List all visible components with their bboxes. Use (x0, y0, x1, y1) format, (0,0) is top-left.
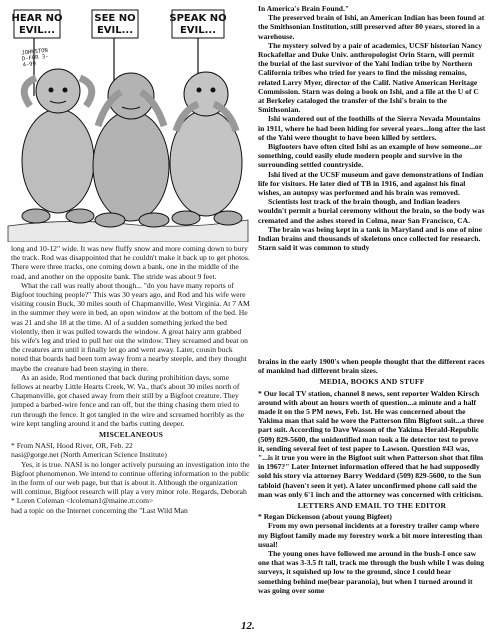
item2-head: * Loren Coleman <lcoleman1@maine.rr.com> (11, 496, 154, 506)
sign-speak (169, 10, 226, 38)
item2-body: had a topic on the Internet concerning the "Last Wild Man (11, 505, 188, 515)
right-top-p1: In America's Brain Found." (258, 4, 350, 13)
item1-head: * From NASI, Hood River, OR, Feb. 22 (11, 441, 133, 451)
right-top-p8: The brain was being kept in a tank in Maryland and is one of nine Indian brains and thousands of skeletons once collected for research. Starn said it was common to study (258, 224, 482, 253)
media-body: * Our local TV station, channel 8 news, sent reporter Walden Kirsch around with about an hours worth of question...a minute and a half made it on the 5 PM news, Feb. 1st. He was concerned about the Yakima man that said he wore the Patterson film Bigfoot suit...a three part suit. According to Dave Wasson of the Yakima Herald-Republic (509) 829-5600, the unidentified man took a lie detector test to prove it, sending several feet of test paper to Lawson. Question #43 was, "...is it true you were in the Bigfoot suit when Patterson shot that film in 1967?" Later Internet information offered that he had supposedly sold his story via attorney Barry Weddard (509) 829-5600, to the Sun tabloid (haven't seen it yet). A later unconfirmed phone call said the man was only 6'1 inch and the attorney was concerned with criticism. (258, 388, 484, 499)
page-number: 12. (241, 620, 255, 632)
right-top-p6: Ishi lived at the UCSF museum and gave demonstrations of Indian life for visitors. He later died of TB in 1916, and against his final wishes, an autopsy was performed and his brain was removed. (258, 169, 484, 198)
bigfoot-left (22, 69, 94, 223)
sign-hear (12, 10, 63, 38)
sign-hear-line2: EVIL... (18, 25, 56, 36)
left-paragraph-3: As an aside, Rod mentioned that back during prohibition days, some fellows at nearby Little Hearts Creek, W. Va., that's about 30 miles north of Chapmanville, got chased away from their still by a Bigfoot creature. They jumped a barbed-wire fence and ran off, but the thing chasing them tried to run through the fence. It got tangled in the wire and screamed horribly as the wire kept tangling around it and the barbs cutting deeper. (11, 372, 245, 428)
sign-see-line2: EVIL... (96, 25, 134, 36)
right-top-p2: The preserved brain of Ishi, an American Indian has been found at the Smithsonian Institution, still preserved after 80 years, stored in a warehouse. (258, 13, 485, 41)
item1-email: nasi@gorge.net (North American Science Institute) (11, 450, 167, 460)
sign-hear-line1: HEAR NO (11, 13, 63, 24)
right-top-p7: Scientists lost track of the brain though, and Indian leaders wouldn't permit a burial ceremony without the brain, so the body was cremated and the ashes stored in Colma, near San Francisco, CA. (258, 197, 485, 225)
bigfoot-right (170, 72, 242, 225)
bigfoot-drawing (6, 6, 250, 242)
misc-heading: MISCELANEOUS (98, 430, 163, 440)
letter-p1: From my own personal incidents at a forestry trailer camp where my Bigfoot family made my forestry work a bit more interesting than usual! (258, 521, 483, 549)
right-column-top (258, 4, 486, 252)
item1-body: Yes, it is true. NASI is no longer actively pursuing an investigation into the Bigfoot phenomenon. We intend to continue offering information to the public in the form of our web page, but that is about it. Although the organization will continue, Bigfoot research will play a very minor role. Regards, Deborah (11, 459, 250, 497)
three-bigfoot-illustration (6, 6, 250, 242)
brain-continuation: brains in the early 1900's when people thought that the different races of mankind had different brain sizes. (258, 357, 485, 376)
left-paragraph-2: What the call was really about though... "do you have many reports of Bigfoot touching people?" This was 30 years ago, and Rod and his wife were visiting cousin Buck, 30 miles south of Chapmanville, West Virginia. At 7 AM in the summer they were in bed, an open window at the bottom of the bed. He was 21 and she 18 at the time. Al of a sudden something jerked the bed violently, then it was pulled towards the window. A great hairy arm grabbed his wife's leg and tried to pull her out the window. They screamed and beat on the creatures arm until it finally let go and went away. Later, cousin buck noted that boards had been torn away from a nearby steeple, and they thought maybe the creature had been staying in there. (11, 280, 250, 373)
letters-heading: LETTERS AND EMAIL TO THE EDITOR (297, 501, 447, 511)
sign-speak-line2: EVIL... (179, 25, 217, 36)
left-paragraph-1: long and 10-12" wide. It was new fluffy snow and more coming down to bury the track. Rod was disappointed that he couldn't make it back up to get photos. There were three tracks, one coming down a bank, one in the middle of the road, and another on the opposite bank. The stride was about 9 feet. (11, 244, 250, 281)
sign-speak-line1: SPEAK NO (169, 13, 227, 24)
letter-head: * Regan Dickenson (about young Bigfeet) (258, 512, 392, 522)
right-top-p3: The mystery solved by a pair of academics, UCSF historian Nancy Rockafellar and Duke Univ. anthropologist Orin Starn, will permit the burial of the last survivor of the Yahi Indian tribe by Northern California tribes who tried for years to find the missing remains, related Larry Myer, director of the Calif. Native American Heritage Commission. Starn was doing a book on Ishi, and a file at the U of C at Berkeley cataloged the transfer of the Ishi's brain to the Smithsonian. (258, 40, 483, 115)
left-column (11, 244, 251, 515)
right-column-bottom (258, 357, 486, 595)
media-heading: MEDIA, BOOKS AND STUFF (319, 377, 425, 387)
sign-see-line1: SEE NO (94, 13, 136, 24)
bigfoot-middle (93, 73, 169, 227)
sign-see (92, 10, 138, 38)
artist-signature: JOHNSTON D-FOR 3-4-99 (21, 47, 49, 69)
right-top-p5: Bigfooters have often cited Ishi as an example of how someone...or something, could easily elude modern people and survive in the surrounding settled countryside. (258, 142, 482, 170)
letter-p2: The young ones have followed me around in the bush-I once saw one that was 3-3.5 ft tall, track me through the bush while I was doing surveys, it squished up low to the ground, since I could hear something behind me(bear paranoia), but when I turned around it was going over some (258, 549, 484, 595)
right-top-p4: Ishi wandered out of the foothills of the Sierra Nevada Mountains in 1911, where he had been hiding for several years...long after the last of the Yahi were thought to have been killed by settlers. (258, 114, 486, 142)
